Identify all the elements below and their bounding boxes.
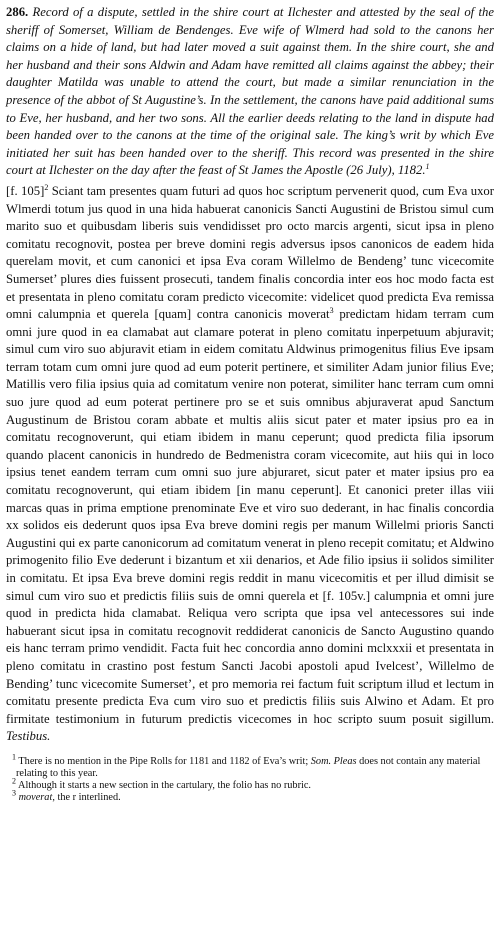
footnote-ref-3: 3 xyxy=(329,305,334,315)
footnote-text: There is no mention in the Pipe Rolls for 1181 and 1182 of Eva’s writ; xyxy=(16,755,311,767)
latin-transcription xyxy=(6,183,494,746)
heading-summary: Record of a dispute, settled in the shire court at Ilchester and attested by the seal of the sheriff of Somerset, William de Bendenges. Eve wife of Wlmerd had sold to the canons her claims on a hide of land, but had later moved a suit against them. In the shire court, she and her husband and their sons Aldwin and Adam have remitted all claims against the abbey; their daughter Matilda was unable to attend the court, but made a similar renunciation in the presence of the abbot of St Augustine’s. In the settlement, the canons have paid additional sums to Eve, her husband, and her two sons. All the earlier deeds relating to the land in dispute had been handed over to the canons at the time of the original sale. The king’s writ by which Eve initiated her suit has been handed over to the sheriff. This record was presented in the shire court at Ilchester on the day after the feast of St James the Apostle (26 July), 1182. xyxy=(6,5,494,178)
transcription-text-part2: predictam hidam terram cum omni jure quod in ea clamabat aut clamare poterat in pleno comitatu inperpetuum abjuravit; simul cum viro suo abjuravit etiam in eidem comitatu Aldwinus primogenitus filius Eve ipsam terram totam cum omni jure quod ad eum poterit pertinere, et similiter Adam junior filius Eve; Matillis vero filia ipsius quia ad comitatum venire non poterat, similiter hanc terram cum omni suo jure quod ad eum poterat pertinere pro se et suis omnibus abjuraverat apud Sanctum Augustinum de Bristou coram abbate et multis aliis sicut pater et mater ipsius pro ea in comitatu recognoverunt, qui etiam ibidem in manu ceperunt; quod predicta filia ipsorum quando placent canonicis in hundredo de Bedmenistra coram vicecomite, aut hiis qui in loco ipsius tenet eandem terram cum omni suo jure abjuraret, sicut pater et mater ipsius pro ea comitatu recognoverunt, qui etiam ibidem [in manu ceperunt]. Et canonici preter illas viii marcas quas in prima emptione prenominate Eve et viro suo dederant, in hac finalis concordia xx solidos eis dederunt quos ipsa Eva breve domini regis per manum Willelmi prioris Sancti Augustini qui ex parte canonicorum ad comitatum venerat in pleno recepit comitatu; et Aldwino primogenito filio Eve dederunt i bizantum et xii denarios, et Ade filio ipsius ii solidos similiter in comitatu. Et ipsa Eva breve domini regis reddit in manu vicecomitis et per illud dimisit se simul cum viro suo et predictis filiis suis de omni querela et [f. 105v.] calumpnia et omni jure quod in predicta hida clamabat. Reliqua vero scripta que ipsa vel antecessores sui inde habuerant sicut ipsa in comitatu recognovit reddiderat canonicis de Sancto Augustino quando eis hanc terram primo vendidit. Facta fuit hec concordia anno domini mclxxxii et presentata in pleno comitatu in crastino post festum Sancti Jacobi apostoli apud Ivelcest’, Willelmo de Bending’ tunc vicecomite Sumerset’, et pro memoria rei factum fuit scriptum illud et lectum in comitatu presente predicta Eva cum viro suo et predictis filiis suis Alwino et Adam. Et pro firmitate testimonium in futurum predictis vicecomes in hoc scripto suum posuit sigillum. xyxy=(6,307,494,726)
document-heading xyxy=(6,4,494,180)
transcription-text-part1: Sciant tam presentes quam futuri ad quos hoc scriptum pervenerit quod, cum Eva uxor Wlmerdi totum jus quod in una hida habuerat canonicis Sancti Augustini de Bristou simul cum marito suo et quibusdam liberis suis vendidisset pro octo marcis argenti, sicut ipsa in pleno comitatu recognovit, postea per breve domini regis adversus ipsos canonicos de eadem hida querelam movit, et cum canonici et ipsa Eva coram Willelmo de Bendeng’ tunc vicecomite Sumerset’ plures dies fuissent prosecuti, tandem finalis concordia inter eos hoc modo facta est et presentata in pleno comitatu coram predicto vicecomite: videlicet quod predicta Eva remissa omni calumpnia et querela [quam] contra canonicis moverat xyxy=(6,183,494,322)
footnote-ref-1: 1 xyxy=(425,162,430,172)
folio-reference: [f. 105] xyxy=(6,183,45,198)
footnote-3 xyxy=(6,788,494,804)
footnote-text: Although it starts a new section in the cartulary, the folio has no rubric. xyxy=(16,779,312,791)
footnote-1 xyxy=(6,752,494,780)
footnotes xyxy=(6,752,494,804)
footnote-italic: moverat xyxy=(18,791,53,803)
footnote-text-end: , the r interlined. xyxy=(52,791,121,803)
document-number: 286. xyxy=(6,5,29,19)
footnote-ref-2: 2 xyxy=(44,182,49,192)
footnote-text-end: does not contain any material relating to this year. xyxy=(16,755,481,779)
footnote-2 xyxy=(6,776,494,792)
footnote-italic: Som. Pleas xyxy=(310,755,357,767)
testibus-label: Testibus. xyxy=(6,729,51,744)
footnote-mark: 2 xyxy=(12,776,16,786)
footnote-mark: 3 xyxy=(12,788,16,798)
footnote-mark: 1 xyxy=(12,752,16,762)
